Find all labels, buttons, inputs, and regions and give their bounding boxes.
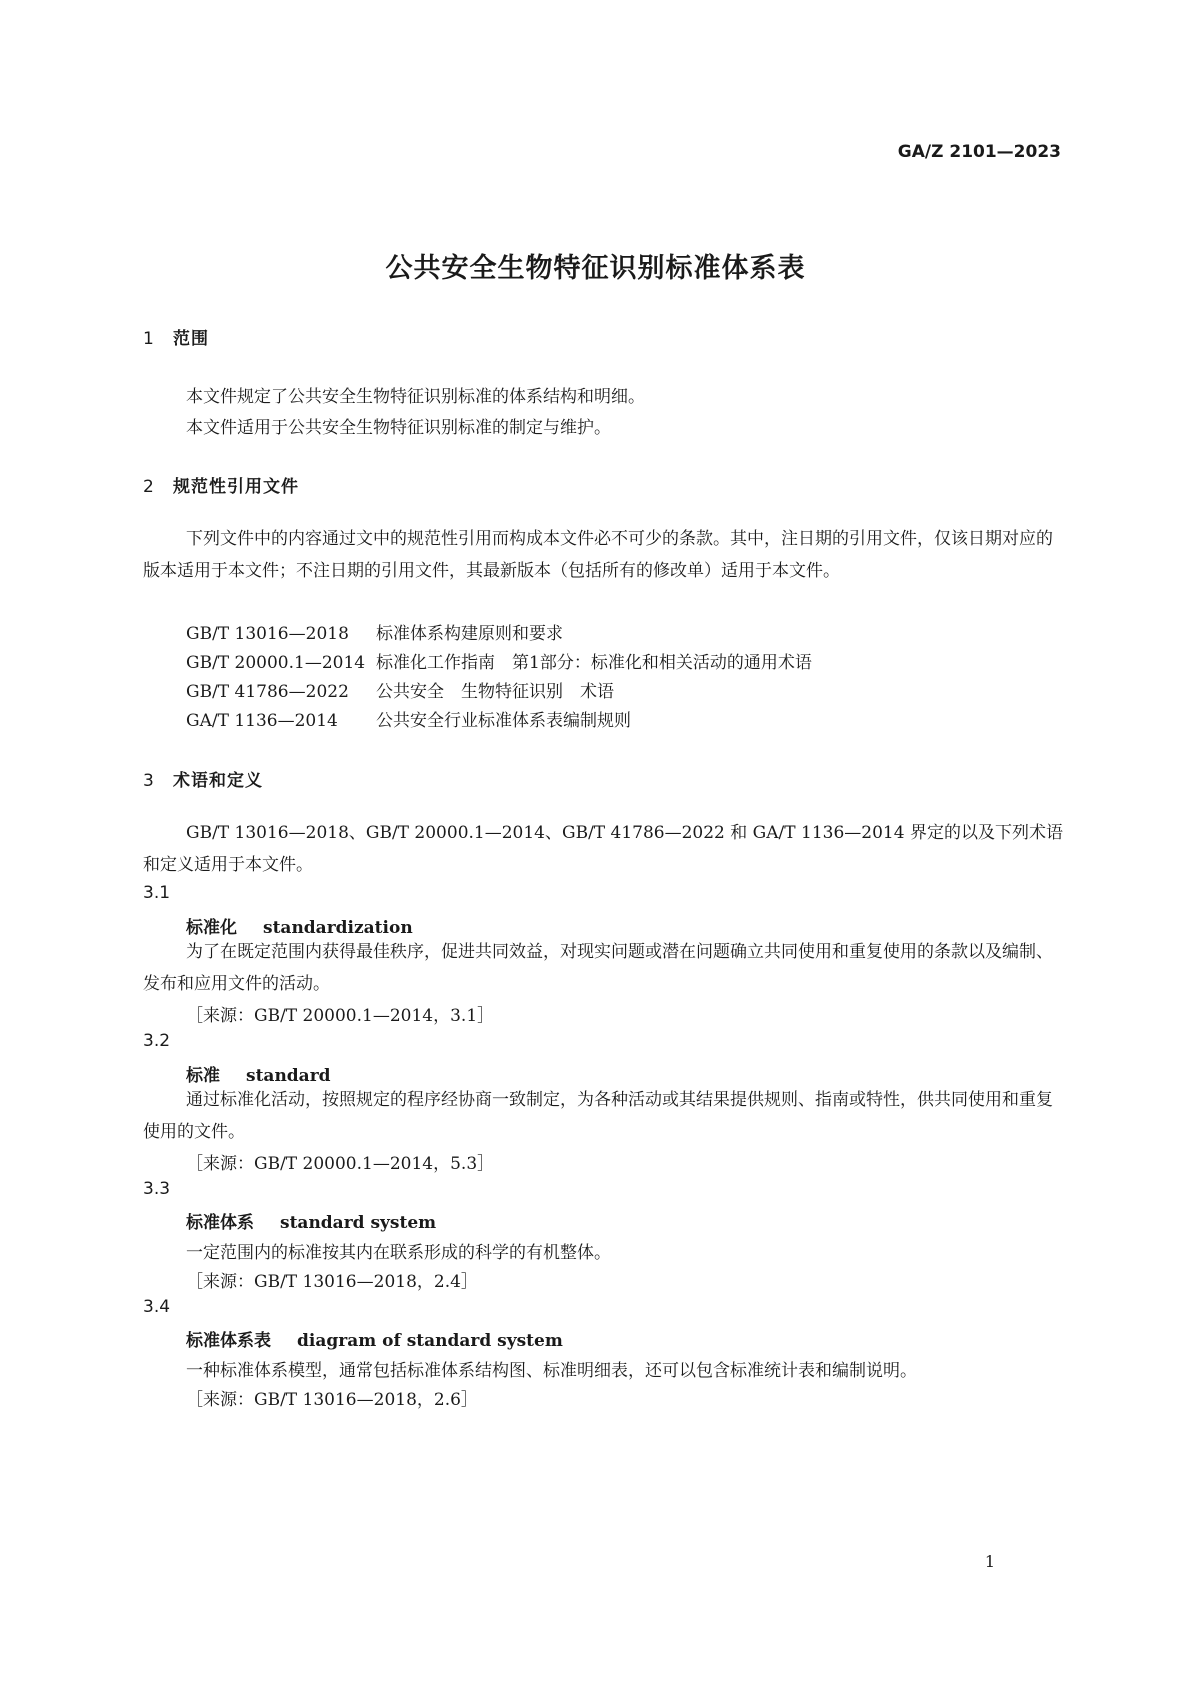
section-number: 2: [143, 477, 154, 497]
section-title: 规范性引用文件: [173, 477, 299, 497]
page-title: 公共安全生物特征识别标准体系表: [385, 253, 806, 284]
reference-code: GB/T 41786—2022: [186, 682, 349, 702]
section-title: 术语和定义: [173, 771, 263, 791]
section-heading-terms: [143, 766, 263, 791]
term-heading: [186, 1326, 563, 1351]
reference-title: 标准化工作指南 第1部分：标准化和相关活动的通用术语: [376, 653, 812, 673]
term-zh: 标准体系表: [186, 1331, 271, 1351]
term-number: 3.2: [143, 1031, 171, 1051]
reference-title: 公共安全 生物特征识别 术语: [376, 682, 614, 702]
term-heading: [186, 913, 413, 938]
reference-item: [186, 648, 812, 673]
term-zh: 标准体系: [186, 1213, 254, 1233]
reference-code: GB/T 20000.1—2014: [186, 653, 366, 673]
terms-intro-paragraph: GB/T 13016—2018、GB/T 20000.1—2014、GB/T 41786—2022 和 GA/T 1136—2014 界定的以及下列术语和定义适用于本文件。: [143, 823, 1063, 875]
document-code: GA/Z 2101—2023: [897, 142, 1061, 162]
reference-title: 标准体系构建原则和要求: [376, 624, 563, 644]
term-number: 3.4: [143, 1297, 171, 1317]
term-en: standardization: [263, 918, 413, 938]
term-en: standard: [246, 1066, 331, 1086]
reference-item: [186, 706, 631, 731]
reference-code: GA/T 1136—2014: [186, 711, 338, 731]
term-heading: [186, 1208, 436, 1233]
term-number: 3.1: [143, 883, 171, 903]
term-source: ［来源：GB/T 20000.1—2014，3.1］: [186, 1006, 495, 1026]
reference-item: [186, 677, 614, 702]
term-heading: [186, 1061, 331, 1086]
section-number: 1: [143, 329, 154, 349]
normative-intro-paragraph: 下列文件中的内容通过文中的规范性引用而构成本文件必不可少的条款。其中，注日期的引用文件，仅该日期对应的版本适用于本文件；不注日期的引用文件，其最新版本（包括所有的修改单）适用于本文件。: [143, 529, 1053, 581]
section-heading-scope: [143, 324, 209, 349]
term-number: 3.3: [143, 1179, 171, 1199]
scope-paragraph-2: 本文件适用于公共安全生物特征识别标准的制定与维护。: [186, 418, 611, 438]
scope-paragraph-1: 本文件规定了公共安全生物特征识别标准的体系结构和明细。: [186, 387, 645, 407]
section-title: 范围: [173, 329, 209, 349]
reference-item: [186, 619, 563, 644]
reference-title: 公共安全行业标准体系表编制规则: [376, 711, 631, 731]
term-source: ［来源：GB/T 13016—2018，2.6］: [186, 1390, 478, 1410]
term-source: ［来源：GB/T 20000.1—2014，5.3］: [186, 1154, 495, 1174]
term-source: ［来源：GB/T 13016—2018，2.4］: [186, 1272, 478, 1292]
term-en: diagram of standard system: [297, 1331, 563, 1351]
reference-code: GB/T 13016—2018: [186, 624, 349, 644]
section-heading-normative-references: [143, 472, 299, 497]
term-definition: 一种标准体系模型，通常包括标准体系结构图、标准明细表，还可以包含标准统计表和编制说明。: [186, 1361, 917, 1381]
term-zh: 标准: [186, 1066, 220, 1086]
page-number: 1: [984, 1552, 995, 1571]
term-definition: 一定范围内的标准按其内在联系形成的科学的有机整体。: [186, 1243, 611, 1263]
term-definition: 为了在既定范围内获得最佳秩序，促进共同效益，对现实问题或潜在问题确立共同使用和重复使用的条款以及编制、发布和应用文件的活动。: [143, 942, 1053, 994]
term-definition: 通过标准化活动，按照规定的程序经协商一致制定，为各种活动或其结果提供规则、指南或特性，供共同使用和重复使用的文件。: [143, 1090, 1053, 1142]
term-zh: 标准化: [186, 918, 237, 938]
section-number: 3: [143, 771, 154, 791]
term-en: standard system: [280, 1213, 437, 1233]
